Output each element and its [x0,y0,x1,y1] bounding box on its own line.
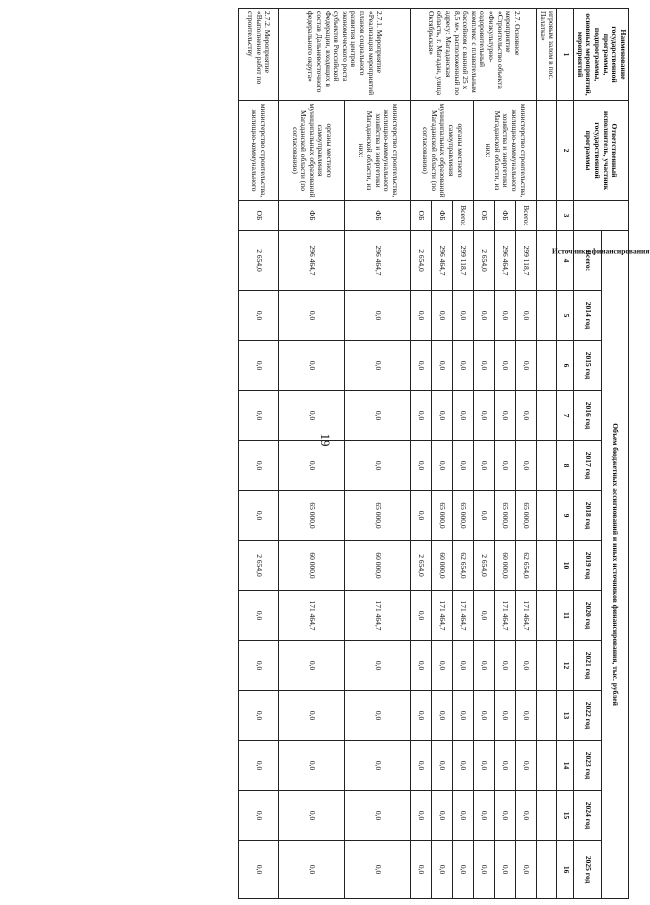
value-cell: 0,0 [516,341,537,391]
rotated-page [53,8,650,898]
value-cell: 0,0 [411,491,432,541]
value-cell: 0,0 [279,341,345,391]
value-cell: 60 000,0 [279,541,345,591]
total-cell: 299 118,7 [453,231,474,291]
value-cell: 0,0 [345,391,411,441]
value-cell: 0,0 [345,691,411,741]
value-cell: 171 464,7 [345,591,411,641]
value-cell: 171 464,7 [279,591,345,641]
column-number: 2 [557,101,574,201]
value-cell: 0,0 [239,741,279,791]
source-cell: Всего: [453,201,474,231]
header-row-numbers [557,9,574,899]
value-cell: 65 000,0 [516,491,537,541]
value-cell: 60 000,0 [345,541,411,591]
row-name: 2.7.2. Мероприятие «Выполнение работ по строительству [239,9,279,101]
value-cell: 0,0 [411,841,432,899]
value-cell: 0,0 [495,841,516,899]
value-cell: 0,0 [411,291,432,341]
empty-cell [537,641,557,691]
row-responsible: органы местного самоуправления муниципальных образований Магаданской области (по согласованию) [279,101,345,201]
column-number: 14 [557,741,574,791]
header-year: 2025 год [574,841,601,899]
value-cell: 0,0 [453,441,474,491]
source-cell: ФБ [345,201,411,231]
total-cell: 296 464,7 [495,231,516,291]
value-cell: 65 000,0 [279,491,345,541]
value-cell: 0,0 [432,391,453,441]
column-number: 1 [557,9,574,101]
value-cell: 0,0 [279,791,345,841]
row-name: игровым залом в пос. Палатка» [537,9,557,101]
value-cell: 0,0 [411,741,432,791]
column-number: 12 [557,641,574,691]
value-cell: 0,0 [432,741,453,791]
header-year: 2024 год [574,791,601,841]
source-cell: ФБ [495,201,516,231]
table-row [537,9,557,899]
value-cell: 62 654,0 [453,541,474,591]
value-cell: 62 654,0 [516,541,537,591]
row-name: 2.7.1. Мероприятие «Реализация мероприятий планов социального развития центров экономического роста субъектов Российской Федерации, входящих в состав Дальневосточного федерального округа» [279,9,411,101]
value-cell: 0,0 [495,741,516,791]
value-cell: 65 000,0 [432,491,453,541]
value-cell: 0,0 [411,591,432,641]
column-number: 8 [557,441,574,491]
header-row-1 [601,9,628,899]
value-cell: 171 464,7 [495,591,516,641]
row-responsible: министерство строительства, жилищно-коммунального [239,101,279,201]
column-number: 11 [557,591,574,641]
header-year: 2018 год [574,491,601,541]
column-number: 9 [557,491,574,541]
value-cell: 2 654,0 [239,541,279,591]
value-cell: 0,0 [453,791,474,841]
source-cell: ОБ [474,201,495,231]
value-cell: 0,0 [453,391,474,441]
empty-cell [537,341,557,391]
empty-cell [537,541,557,591]
value-cell: 0,0 [279,841,345,899]
budget-table [238,8,650,899]
value-cell: 0,0 [411,691,432,741]
total-cell: 2 654,0 [411,231,432,291]
value-cell: 0,0 [516,641,537,691]
value-cell: 0,0 [453,341,474,391]
empty-cell [537,591,557,641]
value-cell: 0,0 [432,291,453,341]
value-cell: 0,0 [239,291,279,341]
value-cell: 0,0 [495,441,516,491]
value-cell: 0,0 [239,791,279,841]
value-cell: 0,0 [239,341,279,391]
value-cell: 0,0 [432,441,453,491]
header-year: 2023 год [574,741,601,791]
value-cell: 0,0 [474,441,495,491]
value-cell: 0,0 [453,841,474,899]
total-cell: 296 464,7 [432,231,453,291]
table-row [279,9,345,899]
value-cell: 0,0 [345,841,411,899]
source-cell: Всего: [516,201,537,231]
empty-cell [537,441,557,491]
empty-cell [537,741,557,791]
value-cell: 0,0 [495,391,516,441]
value-cell: 0,0 [345,341,411,391]
value-cell: 0,0 [474,741,495,791]
value-cell: 2 654,0 [411,541,432,591]
value-cell: 0,0 [432,841,453,899]
value-cell: 0,0 [453,641,474,691]
value-cell: 0,0 [411,341,432,391]
header-total: Всего: [574,231,601,291]
value-cell: 0,0 [495,791,516,841]
value-cell: 65 000,0 [345,491,411,541]
value-cell: 0,0 [516,791,537,841]
value-cell: 0,0 [239,691,279,741]
column-number: 10 [557,541,574,591]
header-year: 2017 год [574,441,601,491]
total-cell: 296 464,7 [279,231,345,291]
empty-cell [537,201,557,231]
header-name: Наименование государственной программы, подпрограммы, основных мероприятий, мероприятий [574,9,629,101]
header-year: 2016 год [574,391,601,441]
page-number: 19 [318,433,333,447]
value-cell: 0,0 [453,291,474,341]
empty-cell [537,691,557,741]
value-cell: 0,0 [495,641,516,691]
empty-cell [537,101,557,201]
value-cell: 0,0 [495,341,516,391]
header-funding-group: Объем бюджетных ассигнований и иных источников финансирования, тыс. рублей [601,231,628,899]
value-cell: 0,0 [495,291,516,341]
total-cell: 2 654,0 [474,231,495,291]
source-cell: ФБ [432,201,453,231]
column-number: 6 [557,341,574,391]
value-cell: 0,0 [279,391,345,441]
value-cell: 171 464,7 [516,591,537,641]
value-cell: 0,0 [239,591,279,641]
header-source-text: Источники финансирования [552,246,650,256]
column-number: 5 [557,291,574,341]
row-responsible: органы местного самоуправления муниципальных образований Магаданской области (по согласованию) [411,101,474,201]
table-row [453,9,474,899]
column-number: 4 [557,231,574,291]
value-cell: 0,0 [474,491,495,541]
value-cell: 0,0 [474,341,495,391]
table-row [516,9,537,899]
header-year: 2015 год [574,341,601,391]
row-responsible: министерство строительства, жилищно-коммунального хозяйства и энергетики Магаданской области, из них: [345,101,411,201]
value-cell: 0,0 [516,691,537,741]
value-cell: 0,0 [432,791,453,841]
table-row [345,9,411,899]
empty-cell [537,491,557,541]
value-cell: 0,0 [345,441,411,491]
value-cell: 0,0 [279,691,345,741]
table-row [239,9,279,899]
total-cell: 2 654,0 [239,231,279,291]
value-cell: 0,0 [474,841,495,899]
value-cell: 0,0 [239,391,279,441]
column-number: 15 [557,791,574,841]
value-cell: 0,0 [474,691,495,741]
value-cell: 0,0 [411,441,432,491]
value-cell: 0,0 [474,291,495,341]
value-cell: 60 000,0 [495,541,516,591]
source-cell: ОБ [239,201,279,231]
value-cell: 0,0 [453,691,474,741]
value-cell: 0,0 [432,641,453,691]
header-year: 2019 год [574,541,601,591]
value-cell: 0,0 [516,291,537,341]
value-cell: 0,0 [474,791,495,841]
value-cell: 171 464,7 [453,591,474,641]
value-cell: 171 464,7 [432,591,453,641]
value-cell: 0,0 [432,691,453,741]
value-cell: 0,0 [279,291,345,341]
value-cell: 0,0 [345,641,411,691]
value-cell: 2 654,0 [474,541,495,591]
value-cell: 0,0 [239,491,279,541]
row-name: 2.7. Основное мероприятие «Строительство объекта «Физкультурно-оздоровительный комплекс с плавательным бассейном с ванной 25 х 8,5 м», расположенный по адресу: Магаданская область, г. Магадан, улица Октябрьская» [411,9,537,101]
empty-cell [537,291,557,341]
value-cell: 0,0 [474,641,495,691]
total-cell: 296 464,7 [345,231,411,291]
value-cell: 0,0 [432,341,453,391]
column-number: 16 [557,841,574,899]
value-cell: 0,0 [474,391,495,441]
budget-table-wrapper [53,8,650,898]
empty-cell [537,231,557,291]
value-cell: 65 000,0 [453,491,474,541]
value-cell: 0,0 [516,741,537,791]
value-cell: 0,0 [411,641,432,691]
header-year: 2014 год [574,291,601,341]
empty-cell [537,841,557,899]
value-cell: 0,0 [474,591,495,641]
value-cell: 0,0 [279,441,345,491]
value-cell: 65 000,0 [495,491,516,541]
column-number: 13 [557,691,574,741]
value-cell: 0,0 [345,791,411,841]
value-cell: 0,0 [345,291,411,341]
header-responsible: Ответственный исполнитель, участник государственной программы [574,101,629,201]
row-responsible: министерство строительства, жилищно-коммунального хозяйства и энергетики Магаданской области, из них: [474,101,537,201]
value-cell: 60 000,0 [432,541,453,591]
value-cell: 0,0 [516,841,537,899]
value-cell: 0,0 [279,741,345,791]
header-source [552,201,650,256]
value-cell: 0,0 [239,641,279,691]
total-cell: 299 118,7 [516,231,537,291]
header-year: 2020 год [574,591,601,641]
header-year: 2022 год [574,691,601,741]
column-number: 3 [557,201,574,231]
empty-cell [537,791,557,841]
value-cell: 0,0 [411,391,432,441]
value-cell: 0,0 [516,391,537,441]
value-cell: 0,0 [239,441,279,491]
source-cell: ФБ [279,201,345,231]
header-year: 2021 год [574,641,601,691]
value-cell: 0,0 [239,841,279,899]
value-cell: 0,0 [279,641,345,691]
value-cell: 0,0 [516,441,537,491]
value-cell: 0,0 [345,741,411,791]
empty-cell [537,391,557,441]
value-cell: 0,0 [495,691,516,741]
value-cell: 0,0 [453,741,474,791]
source-cell: ОБ [411,201,432,231]
value-cell: 0,0 [411,791,432,841]
column-number: 7 [557,391,574,441]
